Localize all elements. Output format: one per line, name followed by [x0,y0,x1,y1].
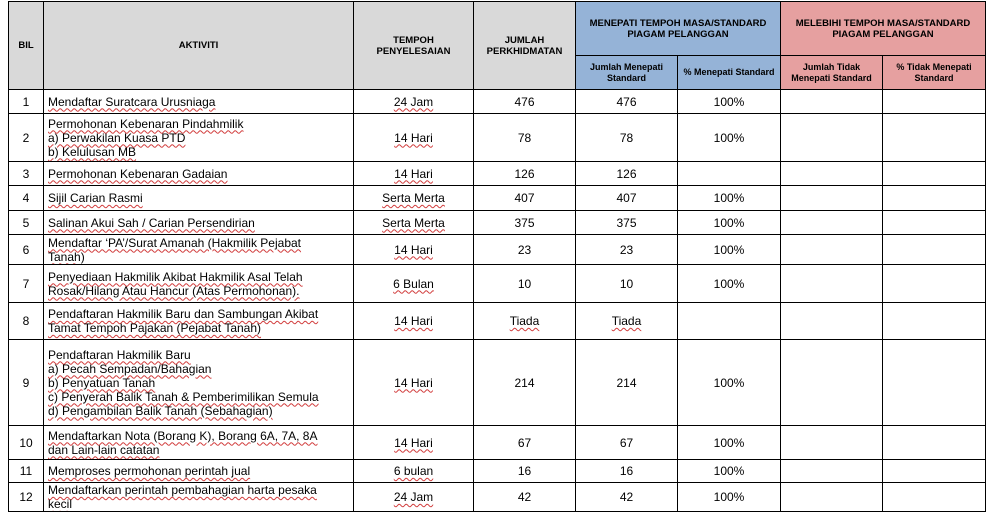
cell-jumlah-tidak [781,340,883,426]
cell-tempoh [354,235,474,265]
aktiviti-line: a) Perwakilan Kuasa PTD [48,130,186,145]
cell-jumlah-menepati [576,186,678,211]
cell-tempoh [354,90,474,114]
cell-tempoh-text: Serta Merta [382,215,445,230]
cell-bil-text: 3 [22,166,30,181]
cell-tempoh-text: 14 Hari [394,435,433,450]
cell-tempoh-text: 24 Jam [393,94,434,109]
cell-jumlah-menepati-text: 407 [616,191,637,205]
cell-aktiviti [44,186,354,211]
cell-pct-tidak [883,235,986,265]
aktiviti-line: c) Penyerah Balik Tanah & Pemberimilikan Semula [48,389,319,404]
cell-pct-menepati-text: 100% [713,242,745,257]
cell-bil [9,303,44,340]
table-row [9,460,986,483]
aktiviti-line: Tamat Tempoh Pajakan (Pejabat Tanah) [48,321,262,335]
cell-tempoh [354,483,474,512]
aktiviti-line: Mendaftarkan Nota (Borang K), Borang 6A, 7A, 8A [48,428,318,443]
aktiviti-line: kecil [48,497,73,511]
cell-tempoh [354,186,474,211]
cell-pct-tidak [883,186,986,211]
table-row [9,235,986,265]
cell-pct-menepati-text: 100% [713,94,745,109]
cell-jumlah-menepati [576,90,678,114]
cell-tempoh [354,426,474,460]
aktiviti-line: b) Kelulusan MB [48,144,137,159]
cell-tempoh-text: 14 Hari [394,130,433,145]
header-jumlah-tidak: Jumlah Tidak Menepati Standard [781,56,883,90]
cell-jumlah [474,186,576,211]
cell-jumlah-menepati-text: 16 [619,464,634,478]
cell-tempoh [354,265,474,303]
cell-jumlah [474,303,576,340]
table-row [9,211,986,235]
table-row [9,114,986,162]
cell-bil [9,265,44,303]
aktiviti-line: d) Pengambilan Balik Tanah (Sebahagian) [48,403,273,418]
cell-pct-tidak [883,162,986,186]
aktiviti-line: Rosak/Hilang Atau Hancur (Atas Permohonan). [48,283,300,298]
cell-aktiviti [44,114,354,162]
cell-jumlah-tidak [781,483,883,512]
cell-jumlah-menepati-text: 23 [619,242,634,257]
cell-bil-text: 12 [19,490,33,504]
cell-jumlah-tidak [781,90,883,114]
cell-pct-menepati [678,265,781,303]
header-pct-tidak: % Tidak Menepati Standard [883,56,986,90]
aktiviti-line: dan Lain-lain catatan [48,442,160,457]
cell-jumlah-menepati [576,426,678,460]
cell-jumlah-menepati [576,211,678,235]
cell-pct-menepati-text: 100% [713,276,745,291]
cell-bil-text: 8 [22,314,30,328]
cell-bil [9,114,44,162]
cell-jumlah-text: 23 [517,242,532,257]
cell-jumlah-menepati-text: 10 [619,276,634,291]
cell-bil-text: 9 [22,375,30,390]
cell-bil-text: 6 [22,242,30,257]
cell-pct-menepati-text: 100% [713,191,745,205]
cell-jumlah-text: Tiada [509,314,540,328]
aktiviti-line: Pendaftaran Hakmilik Baru [48,347,191,362]
header-melebihi-group: MELEBIHI TEMPOH MASA/STANDARD PIAGAM PELANGGAN [781,2,986,56]
cell-pct-tidak [883,265,986,303]
cell-jumlah-menepati-text: 126 [616,166,637,181]
table-row [9,186,986,211]
header-menepati-group: MENEPATI TEMPOH MASA/STANDARD PIAGAM PELANGGAN [576,2,781,56]
cell-jumlah [474,235,576,265]
cell-bil-text: 2 [22,130,30,145]
aktiviti-line: Mendaftar ‘PA’/Surat Amanah (Hakmilik Pejabat [48,235,302,250]
table-row [9,265,986,303]
aktiviti-line: Penyediaan Hakmilik Akibat Hakmilik Asal Telah [48,269,303,284]
aktiviti-line: Mendaftar Suratcara Urusniaga [48,94,216,109]
cell-jumlah-text: 375 [514,215,535,230]
cell-jumlah-tidak [781,162,883,186]
cell-jumlah-text: 126 [514,166,535,181]
cell-jumlah [474,162,576,186]
cell-bil [9,211,44,235]
cell-jumlah-menepati [576,303,678,340]
cell-pct-tidak [883,211,986,235]
aktiviti-line: a) Pecah Sempadan/Bahagian [48,361,212,376]
cell-pct-menepati [678,303,781,340]
header-jumlah-menepati: Jumlah Menepati Standard [576,56,678,90]
cell-jumlah-menepati-text: Tiada [611,314,642,328]
cell-jumlah-menepati [576,114,678,162]
cell-jumlah-tidak [781,235,883,265]
cell-tempoh-text: 6 bulan [393,464,434,478]
header-bil: BIL [9,2,44,90]
cell-tempoh-text: 6 Bulan [393,276,434,291]
header-pct-menepati: % Menepati Standard [678,56,781,90]
cell-jumlah-menepati-text: 78 [619,130,634,145]
cell-tempoh-text: 14 Hari [394,242,433,257]
cell-jumlah [474,340,576,426]
cell-jumlah-menepati-text: 42 [619,490,634,504]
cell-jumlah-menepati [576,265,678,303]
cell-pct-menepati-text: 100% [713,130,745,145]
cell-pct-menepati [678,90,781,114]
cell-jumlah-menepati-text: 214 [616,375,637,390]
cell-bil-text: 7 [22,276,30,291]
cell-tempoh-text: 14 Hari [394,375,433,390]
cell-aktiviti [44,265,354,303]
cell-jumlah-text: 67 [517,435,532,450]
cell-pct-menepati [678,211,781,235]
header-tempoh: TEMPOH PENYELESAIAN [354,2,474,90]
cell-aktiviti [44,483,354,512]
cell-jumlah-menepati-text: 375 [616,215,637,230]
table-body [9,90,986,512]
cell-jumlah [474,426,576,460]
cell-jumlah [474,265,576,303]
cell-aktiviti [44,460,354,483]
cell-tempoh-text: 24 Jam [393,490,434,504]
aktiviti-line: Permohonan Kebenaran Gadaian [48,166,228,181]
cell-bil [9,90,44,114]
aktiviti-line: Permohonan Kebenaran Pindahmilik [48,116,244,131]
cell-aktiviti [44,340,354,426]
cell-jumlah-text: 42 [517,490,532,504]
cell-pct-menepati-text: 100% [713,490,745,504]
cell-tempoh [354,211,474,235]
cell-jumlah-text: 16 [517,464,532,478]
cell-pct-tidak [883,90,986,114]
cell-tempoh [354,460,474,483]
cell-jumlah [474,211,576,235]
document-page [8,1,986,512]
cell-bil-text: 4 [22,191,30,205]
aktiviti-line: Tanah) [48,249,85,264]
cell-bil-text: 11 [19,464,33,478]
cell-pct-menepati-text: 100% [713,464,745,478]
cell-bil [9,460,44,483]
aktiviti-line: Pendaftaran Hakmilik Baru dan Sambungan Akibat [48,307,319,321]
cell-pct-tidak [883,114,986,162]
cell-bil [9,186,44,211]
cell-jumlah-tidak [781,460,883,483]
cell-jumlah-text: 10 [517,276,532,291]
cell-tempoh-text: 14 Hari [394,314,433,328]
table-row [9,426,986,460]
cell-jumlah-text: 214 [514,375,535,390]
cell-jumlah-text: 407 [514,191,535,205]
cell-jumlah-menepati [576,483,678,512]
aktiviti-line: b) Penyatuan Tanah [48,375,156,390]
cell-bil-text: 5 [22,215,30,230]
table-row [9,162,986,186]
cell-jumlah-menepati [576,460,678,483]
cell-tempoh [354,340,474,426]
cell-pct-menepati-text: 100% [713,375,745,390]
cell-pct-menepati-text: 100% [713,215,745,230]
cell-pct-menepati-text: 100% [713,435,745,450]
header-jumlah: JUMLAH PERKHIDMATAN [474,2,576,90]
cell-pct-menepati [678,162,781,186]
cell-bil-text: 10 [19,435,33,450]
cell-pct-tidak [883,426,986,460]
cell-tempoh [354,303,474,340]
cell-bil [9,235,44,265]
cell-pct-tidak [883,460,986,483]
cell-jumlah-tidak [781,186,883,211]
cell-bil [9,162,44,186]
cell-tempoh [354,162,474,186]
table-row [9,483,986,512]
service-performance-table [8,1,986,512]
cell-tempoh-text: Serta Merta [382,191,445,205]
cell-jumlah-tidak [781,114,883,162]
cell-jumlah-menepati-text: 476 [616,94,637,109]
cell-bil [9,483,44,512]
cell-aktiviti [44,235,354,265]
cell-pct-menepati [678,186,781,211]
cell-jumlah-menepati [576,235,678,265]
cell-pct-menepati [678,235,781,265]
cell-aktiviti [44,303,354,340]
cell-tempoh [354,114,474,162]
cell-pct-menepati [678,426,781,460]
cell-jumlah [474,460,576,483]
cell-tempoh-text: 14 Hari [394,166,433,181]
cell-aktiviti [44,162,354,186]
cell-aktiviti [44,426,354,460]
cell-pct-tidak [883,483,986,512]
cell-pct-tidak [883,303,986,340]
header-aktiviti: AKTIVITI [44,2,354,90]
cell-jumlah [474,90,576,114]
cell-pct-menepati [678,340,781,426]
cell-jumlah-menepati [576,162,678,186]
cell-bil [9,426,44,460]
aktiviti-line: Mendaftarkan perintah pembahagian harta pesaka [48,483,317,497]
cell-jumlah-text: 476 [514,94,535,109]
aktiviti-line: Memproses permohonan perintah jual [48,464,251,478]
cell-jumlah-tidak [781,265,883,303]
cell-jumlah [474,114,576,162]
cell-jumlah-menepati-text: 67 [619,435,634,450]
cell-pct-menepati [678,483,781,512]
cell-bil [9,340,44,426]
cell-jumlah-tidak [781,211,883,235]
cell-pct-tidak [883,340,986,426]
cell-pct-menepati [678,460,781,483]
cell-jumlah-text: 78 [517,130,532,145]
aktiviti-line: Salinan Akui Sah / Carian Persendirian [48,215,255,230]
cell-jumlah [474,483,576,512]
cell-jumlah-tidak [781,426,883,460]
cell-aktiviti [44,211,354,235]
table-row [9,90,986,114]
cell-jumlah-menepati [576,340,678,426]
table-row [9,303,986,340]
cell-bil-text: 1 [22,94,30,109]
cell-pct-menepati [678,114,781,162]
cell-aktiviti [44,90,354,114]
cell-jumlah-tidak [781,303,883,340]
table-row [9,340,986,426]
aktiviti-line: Sijil Carian Rasmi [48,191,143,205]
